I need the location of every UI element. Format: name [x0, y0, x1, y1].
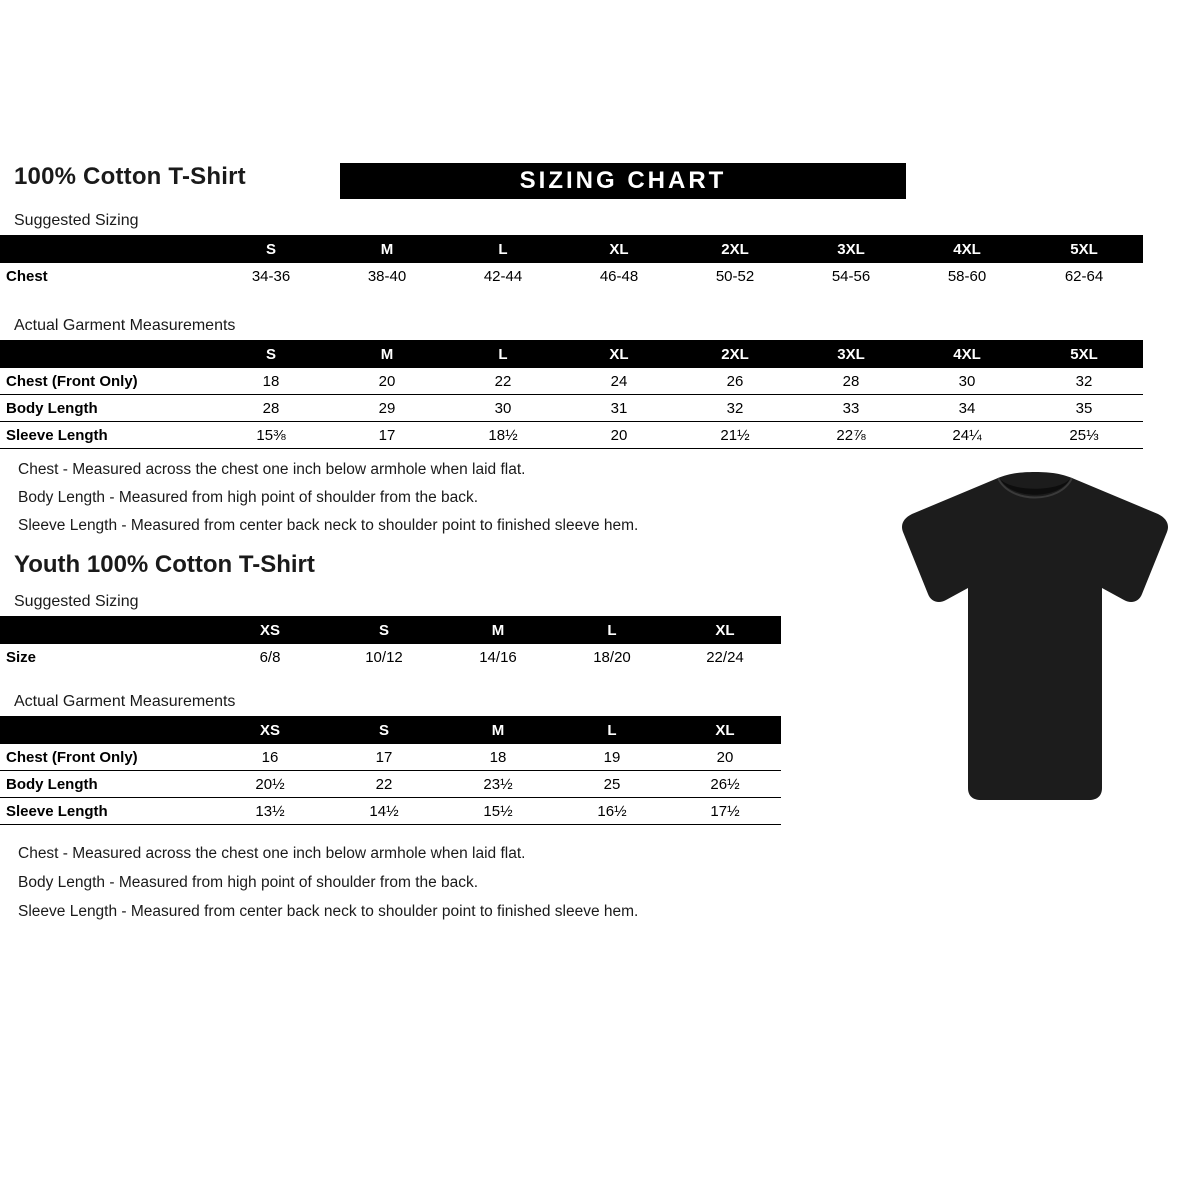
youth-actual-cell: 16½	[555, 798, 669, 825]
adult-actual-cell: 31	[561, 395, 677, 422]
adult-suggested-cell: 34-36	[213, 263, 329, 289]
table-header-row	[0, 235, 1143, 263]
youth-suggested-col-header-xl: XL	[669, 616, 781, 644]
adult-actual-cell: 17	[329, 422, 445, 449]
adult-actual-cell: 18	[213, 368, 329, 395]
adult-suggested-col-header-rowlabel	[0, 235, 213, 263]
adult-note-sleeve-length: Sleeve Length - Measured from center back neck to shoulder point to finished sleeve hem.	[18, 517, 639, 534]
youth-actual-cell: 23½	[441, 771, 555, 798]
youth-suggested-cell: 6/8	[213, 644, 327, 670]
youth-suggested-col-header-xs: XS	[213, 616, 327, 644]
adult-note-body-length: Body Length - Measured from high point of shoulder from the back.	[18, 489, 479, 506]
adult-actual-col-header-m: M	[329, 340, 445, 368]
adult-actual-col-header-5xl: 5XL	[1025, 340, 1143, 368]
adult-actual-col-header-4xl: 4XL	[909, 340, 1025, 368]
table-row	[0, 644, 781, 670]
adult-actual-col-header-l: L	[445, 340, 561, 368]
adult-suggested-cell: 58-60	[909, 263, 1025, 289]
adult-suggested-col-header-m: M	[329, 235, 445, 263]
adult-actual-cell: 21½	[677, 422, 793, 449]
youth-actual-col-header-l: L	[555, 716, 669, 744]
youth-actual-row-label: Sleeve Length	[0, 798, 213, 825]
adult-suggested-col-header-4xl: 4XL	[909, 235, 1025, 263]
adult-suggested-col-header-2xl: 2XL	[677, 235, 793, 263]
youth-suggested-col-header-m: M	[441, 616, 555, 644]
adult-note-chest: Chest - Measured across the chest one inch below armhole when laid flat.	[18, 461, 526, 478]
adult-suggested-col-header-l: L	[445, 235, 561, 263]
adult-suggested-col-header-5xl: 5XL	[1025, 235, 1143, 263]
youth-suggested-cell: 18/20	[555, 644, 669, 670]
youth-suggested-sizing-label: Suggested Sizing	[14, 593, 139, 610]
youth-note-body-length: Body Length - Measured from high point of shoulder from the back.	[18, 874, 479, 891]
youth-actual-cell: 20½	[213, 771, 327, 798]
youth-suggested-col-header-s: S	[327, 616, 441, 644]
adult-actual-cell: 18½	[445, 422, 561, 449]
youth-actual-col-header-s: S	[327, 716, 441, 744]
youth-actual-cell: 22	[327, 771, 441, 798]
adult-actual-cell: 25⅓	[1025, 422, 1143, 449]
sizing-chart-banner: SIZING CHART	[340, 163, 906, 199]
youth-actual-cell: 19	[555, 744, 669, 771]
youth-actual-row-label: Chest (Front Only)	[0, 744, 213, 771]
adult-suggested-cell: 50-52	[677, 263, 793, 289]
adult-actual-measurements-table	[0, 340, 1143, 449]
tshirt-illustration	[890, 470, 1180, 810]
table-row	[0, 798, 781, 825]
adult-actual-cell: 28	[213, 395, 329, 422]
adult-actual-row-label: Chest (Front Only)	[0, 368, 213, 395]
adult-suggested-sizing-label: Suggested Sizing	[14, 212, 139, 229]
adult-section-title: 100% Cotton T-Shirt	[14, 163, 246, 190]
adult-actual-cell: 15⅜	[213, 422, 329, 449]
table-row	[0, 263, 1143, 289]
youth-actual-col-header-xl: XL	[669, 716, 781, 744]
adult-actual-row-label: Body Length	[0, 395, 213, 422]
adult-actual-col-header-s: S	[213, 340, 329, 368]
youth-actual-cell: 18	[441, 744, 555, 771]
youth-actual-cell: 15½	[441, 798, 555, 825]
adult-actual-cell: 22	[445, 368, 561, 395]
youth-actual-col-header-m: M	[441, 716, 555, 744]
youth-suggested-row-label: Size	[0, 644, 213, 670]
adult-suggested-row-label: Chest	[0, 263, 213, 289]
adult-suggested-cell: 46-48	[561, 263, 677, 289]
adult-suggested-sizing-table	[0, 235, 1143, 289]
table-header-row	[0, 716, 781, 744]
adult-actual-cell: 32	[1025, 368, 1143, 395]
youth-suggested-sizing-table	[0, 616, 781, 670]
table-header-row	[0, 616, 781, 644]
table-row	[0, 744, 781, 771]
youth-suggested-cell: 10/12	[327, 644, 441, 670]
youth-actual-cell: 16	[213, 744, 327, 771]
youth-note-chest: Chest - Measured across the chest one inch below armhole when laid flat.	[18, 845, 526, 862]
adult-actual-cell: 24¼	[909, 422, 1025, 449]
youth-actual-row-label: Body Length	[0, 771, 213, 798]
adult-suggested-cell: 54-56	[793, 263, 909, 289]
youth-actual-measurements-label: Actual Garment Measurements	[14, 693, 236, 710]
adult-suggested-cell: 42-44	[445, 263, 561, 289]
adult-actual-cell: 33	[793, 395, 909, 422]
adult-actual-cell: 28	[793, 368, 909, 395]
youth-actual-measurements-table	[0, 716, 781, 825]
youth-note-sleeve-length: Sleeve Length - Measured from center back neck to shoulder point to finished sleeve hem.	[18, 903, 639, 920]
adult-suggested-col-header-s: S	[213, 235, 329, 263]
adult-actual-cell: 24	[561, 368, 677, 395]
youth-actual-cell: 25	[555, 771, 669, 798]
adult-actual-cell: 35	[1025, 395, 1143, 422]
adult-suggested-cell: 62-64	[1025, 263, 1143, 289]
youth-actual-cell: 26½	[669, 771, 781, 798]
adult-actual-col-header-rowlabel	[0, 340, 213, 368]
adult-suggested-col-header-xl: XL	[561, 235, 677, 263]
adult-actual-cell: 32	[677, 395, 793, 422]
adult-actual-measurements-label: Actual Garment Measurements	[14, 317, 236, 334]
youth-actual-cell: 17½	[669, 798, 781, 825]
adult-actual-row-label: Sleeve Length	[0, 422, 213, 449]
table-row	[0, 422, 1143, 449]
youth-actual-cell: 20	[669, 744, 781, 771]
table-row	[0, 395, 1143, 422]
adult-actual-cell: 30	[445, 395, 561, 422]
youth-actual-cell: 14½	[327, 798, 441, 825]
adult-actual-col-header-2xl: 2XL	[677, 340, 793, 368]
youth-actual-col-header-rowlabel	[0, 716, 213, 744]
table-row	[0, 771, 781, 798]
youth-suggested-col-header-l: L	[555, 616, 669, 644]
youth-section-title: Youth 100% Cotton T-Shirt	[14, 551, 315, 578]
adult-actual-col-header-xl: XL	[561, 340, 677, 368]
adult-actual-cell: 30	[909, 368, 1025, 395]
adult-actual-cell: 22⅞	[793, 422, 909, 449]
table-header-row	[0, 340, 1143, 368]
adult-actual-cell: 20	[329, 368, 445, 395]
adult-actual-cell: 20	[561, 422, 677, 449]
youth-actual-cell: 17	[327, 744, 441, 771]
adult-actual-col-header-3xl: 3XL	[793, 340, 909, 368]
youth-suggested-col-header-rowlabel	[0, 616, 213, 644]
table-row	[0, 368, 1143, 395]
adult-actual-cell: 34	[909, 395, 1025, 422]
youth-actual-cell: 13½	[213, 798, 327, 825]
adult-suggested-cell: 38-40	[329, 263, 445, 289]
adult-actual-cell: 29	[329, 395, 445, 422]
adult-suggested-col-header-3xl: 3XL	[793, 235, 909, 263]
youth-suggested-cell: 14/16	[441, 644, 555, 670]
adult-actual-cell: 26	[677, 368, 793, 395]
youth-suggested-cell: 22/24	[669, 644, 781, 670]
youth-actual-col-header-xs: XS	[213, 716, 327, 744]
